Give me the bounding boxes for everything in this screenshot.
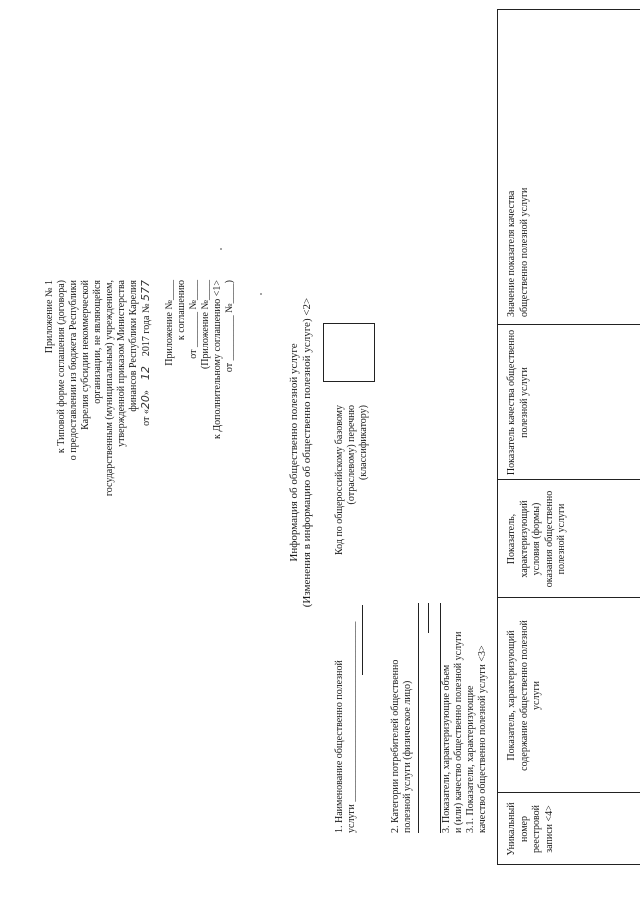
- indicators-label: 3.1. Показатели, характеризующие: [465, 685, 476, 833]
- header-line: номер: [518, 816, 530, 842]
- code-label: Код по общероссийскому базовому: [334, 405, 345, 556]
- date-number-handwritten: 577: [139, 280, 152, 301]
- date-mid: »: [141, 390, 152, 396]
- header-line: Показатель качества общественно: [506, 329, 517, 476]
- service-name-field: услуги ____________________________________: [346, 621, 357, 833]
- date-month-handwritten: 12: [139, 366, 152, 381]
- header-line: записи <4>: [543, 805, 555, 853]
- appendix-line: утвержденной приказом Министерства: [116, 280, 127, 447]
- date-prefix: от «: [141, 409, 152, 426]
- table-header-content-indicator: [506, 598, 544, 793]
- header-line: оказания общественно: [543, 490, 555, 588]
- appendix-line: финансов Республики Карелия: [128, 280, 139, 412]
- code-label: (классификатору): [358, 405, 369, 480]
- header-line: Показатель, характеризующий: [506, 630, 517, 761]
- table-header-quality-value: [506, 17, 531, 317]
- attachment-line: Приложение №____: [164, 280, 175, 366]
- header-line: содержание общественно полезной: [518, 620, 530, 771]
- header-line: полезной услуги: [518, 367, 530, 438]
- attachment-line: от _________ №____): [224, 280, 235, 373]
- appendix-line: Карелия субсидии некоммерческой: [80, 280, 91, 430]
- appendix-line: Приложение № 1: [44, 280, 55, 354]
- header-line: Показатель,: [506, 513, 517, 565]
- indicators-label: качество общественно полезной услуги <3>: [477, 645, 488, 833]
- table-header-registry-number: [506, 793, 556, 865]
- service-name-label: 1. Наименование общественно полезной: [334, 660, 345, 833]
- indicators-label: и (или) качество общественно полезной услуги: [453, 631, 464, 833]
- indicators-label: 3. Показатели, характеризующие объем: [441, 664, 452, 833]
- categories-label: 2. Категории потребителей общественно: [390, 659, 401, 833]
- underline: [428, 603, 429, 633]
- categories-label: полезной услуги (физическое лицо): [402, 680, 413, 833]
- table-border-top: [497, 10, 498, 865]
- attachment-line: к Дополнительному соглашению <1>: [212, 280, 223, 439]
- attachment-line: к соглашению: [176, 280, 187, 341]
- scan-dot: [220, 248, 222, 250]
- scan-dot: [260, 293, 262, 295]
- header-line: Уникальный: [506, 802, 517, 856]
- attachment-line: (Приложение №____: [200, 280, 211, 370]
- appendix-date-line: [140, 280, 154, 620]
- header-line: характеризующий: [518, 500, 530, 578]
- appendix-line: организации, не являющейся: [92, 280, 103, 404]
- header-line: услуги: [531, 681, 542, 710]
- header-line: общественно полезной услуги: [518, 187, 530, 317]
- table-border-right: [497, 9, 640, 10]
- underline: [418, 603, 419, 833]
- header-line: полезной услуги: [556, 503, 567, 575]
- header-line: условия (формы): [531, 502, 542, 576]
- date-year-text: 2017 года №: [141, 303, 152, 357]
- header-line: реестровой: [531, 804, 542, 854]
- document-subtitle: (Изменения в информацию об общественно полезной услуге) <2>: [301, 297, 313, 608]
- appendix-line: о предоставлении из бюджета Республики: [68, 280, 79, 461]
- document-title: Информация об общественно полезной услуге: [288, 343, 300, 562]
- attachment-line: от _______ №____: [188, 280, 199, 359]
- header-line: Значение показателя качества: [506, 190, 517, 317]
- code-label: (отраслевому) перечню: [346, 405, 357, 505]
- underline: [362, 605, 363, 675]
- appendix-line: к Типовой форме соглашения (договора): [56, 280, 67, 454]
- table-header-conditions-indicator: [506, 480, 569, 598]
- classifier-code-box: [323, 323, 375, 382]
- table-header-quality-indicator: [506, 325, 531, 480]
- date-day-handwritten: 20: [139, 395, 152, 410]
- appendix-line: государственным (муниципальным) учреждением,: [104, 280, 115, 497]
